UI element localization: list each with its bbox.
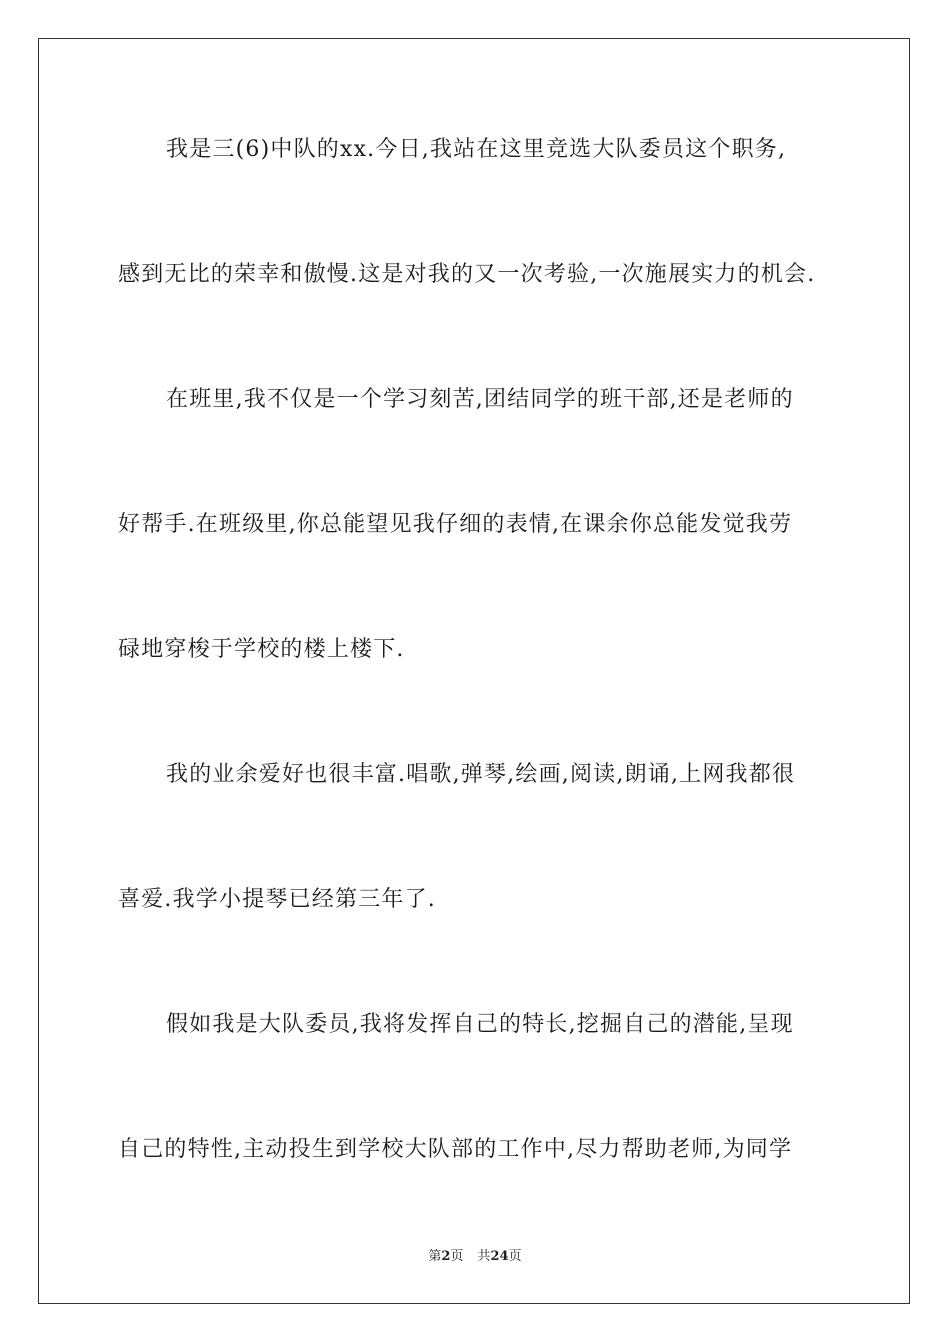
- paragraph-3-line-2: 喜爱.我学小提琴已经第三年了.: [118, 887, 436, 912]
- total-label-prefix: 共: [477, 1249, 491, 1264]
- paragraph-4-line-1: 假如我是大队委员,我将发挥自己的特长,挖掘自己的潜能,呈现: [166, 1012, 794, 1037]
- page-label-suffix: 页: [450, 1249, 464, 1264]
- paragraph-1-line-2: 感到无比的荣幸和傲慢.这是对我的又一次考验,一次施展实力的机会.: [118, 262, 816, 287]
- paragraph-2-line-2: 好帮手.在班级里,你总能望见我仔细的表情,在课余你总能发觉我劳: [118, 512, 793, 537]
- page-number: 2: [441, 1249, 451, 1264]
- paragraph-1-line-1: 我是三(6)中队的xx.今日,我站在这里竞选大队委员这个职务,: [166, 137, 787, 162]
- total-label-suffix: 页: [508, 1249, 522, 1264]
- total-pages: 24: [490, 1249, 509, 1264]
- paragraph-4-line-2: 自己的特性,主动投生到学校大队部的工作中,尽力帮助老师,为同学: [118, 1137, 793, 1162]
- paragraph-3-line-1: 我的业余爱好也很丰富.唱歌,弹琴,绘画,阅读,朗诵,上网我都很: [166, 762, 796, 787]
- page-label-prefix: 第: [428, 1249, 442, 1264]
- page-footer: [0, 1248, 950, 1266]
- paragraph-2-line-1: 在班里,我不仅是一个学习刻苦,团结同学的班干部,还是老师的: [166, 387, 794, 412]
- paragraph-2-line-3: 碌地穿梭于学校的楼上楼下.: [118, 637, 405, 662]
- page-border: [38, 38, 910, 1304]
